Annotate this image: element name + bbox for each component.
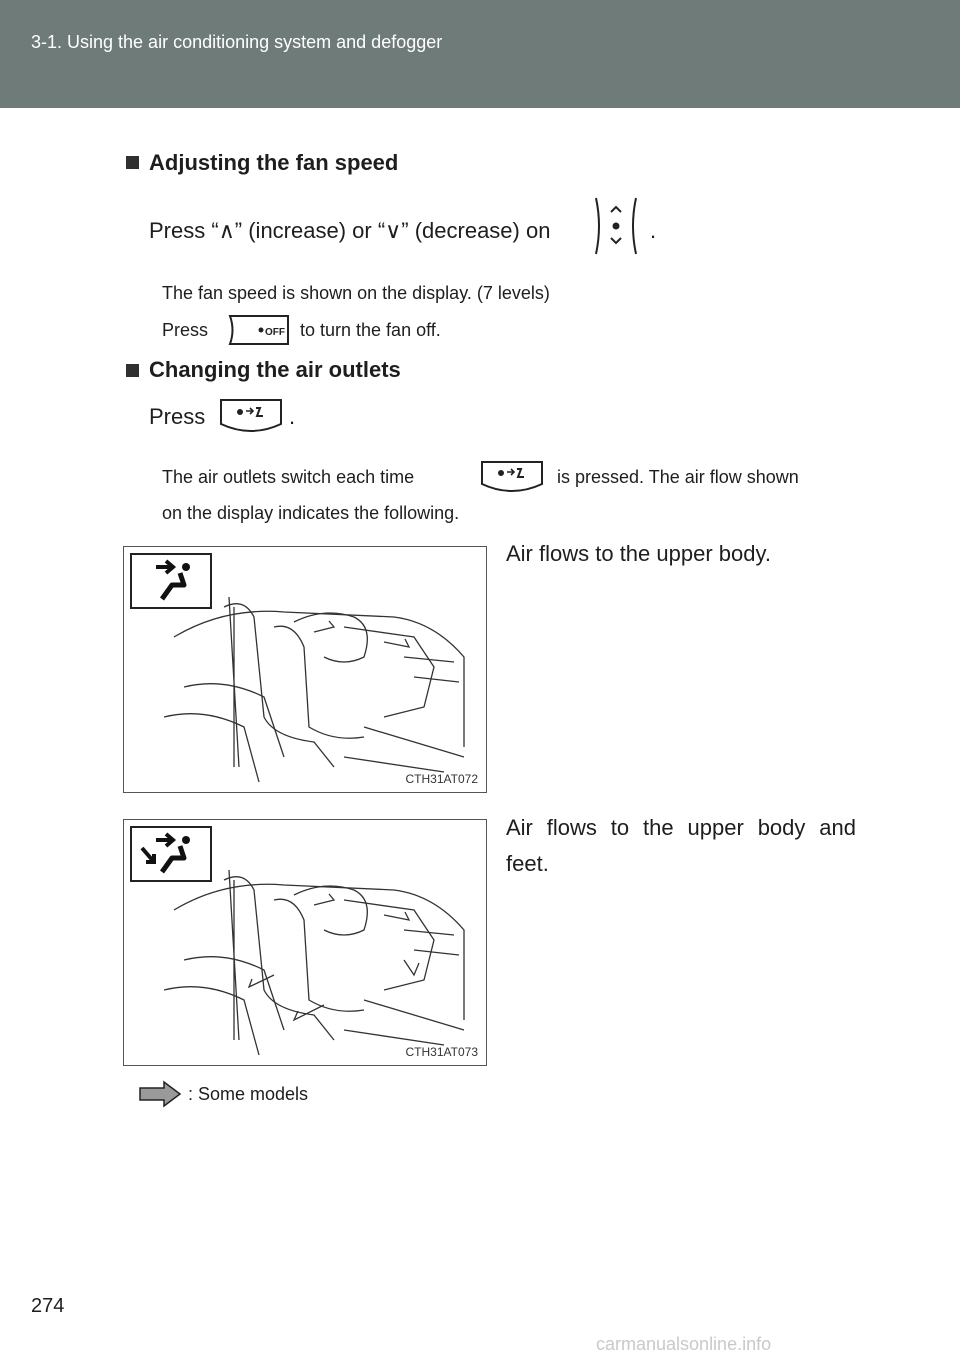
air-outlet-button-icon [218,398,284,436]
figure-upper-body [123,546,487,793]
outlets-note-part1: The air outlets switch each time [162,467,415,487]
air-outlet-button-icon-inline [479,460,545,496]
section-heading-fan-speed: Adjusting the fan speed [149,150,399,175]
page-header [0,0,960,108]
outlets-instruction-end: . [289,404,296,429]
outlets-note-line2: on the display indicates the following. [162,503,460,523]
section-bullet [126,364,139,377]
fan-note-off-prefix: Press [162,320,209,340]
figure-code: CTH31AT073 [405,1045,478,1059]
fan-speed-button-icon [592,196,640,256]
figure-caption-upper-body-and-feet: Air flows to the upper body and feet. [506,815,856,876]
figure-code: CTH31AT072 [405,772,478,786]
page-number: 274 [31,1295,65,1317]
cabin-illustration [164,840,484,1060]
footer-site-link[interactable]: carmanualsonline.info [596,1334,772,1354]
off-button-label: OFF [265,327,285,338]
outlets-note-part2: is pressed. The air flow shown [557,467,799,487]
fan-instruction-mid1: ” (increase) or “ [234,218,386,243]
up-symbol: ∧ [218,218,235,243]
down-symbol: ∨ [385,218,402,243]
fan-instruction [149,218,550,244]
section-heading-air-outlets: Changing the air outlets [149,357,401,382]
figure-upper-body-and-feet [123,819,487,1066]
fan-instruction-end: . [650,218,657,243]
fan-note-levels: The fan speed is shown on the display. (7 levels) [162,283,550,303]
outlets-instruction-prefix: Press [149,404,206,429]
figure-caption-upper-body: Air flows to the upper body. [506,541,771,566]
fan-off-button-icon [227,314,291,346]
section-bullet [126,156,139,169]
legend-text: : Some models [188,1084,309,1104]
some-models-arrow-icon [138,1080,182,1108]
fan-instruction-mid2: ” (decrease) on [401,218,551,243]
chapter-title: 3-1. Using the air conditioning system and defogger [31,32,443,52]
fan-instruction-prefix: Press “ [149,218,219,243]
cabin-illustration [164,567,484,787]
fan-note-off-suffix: to turn the fan off. [300,320,441,340]
